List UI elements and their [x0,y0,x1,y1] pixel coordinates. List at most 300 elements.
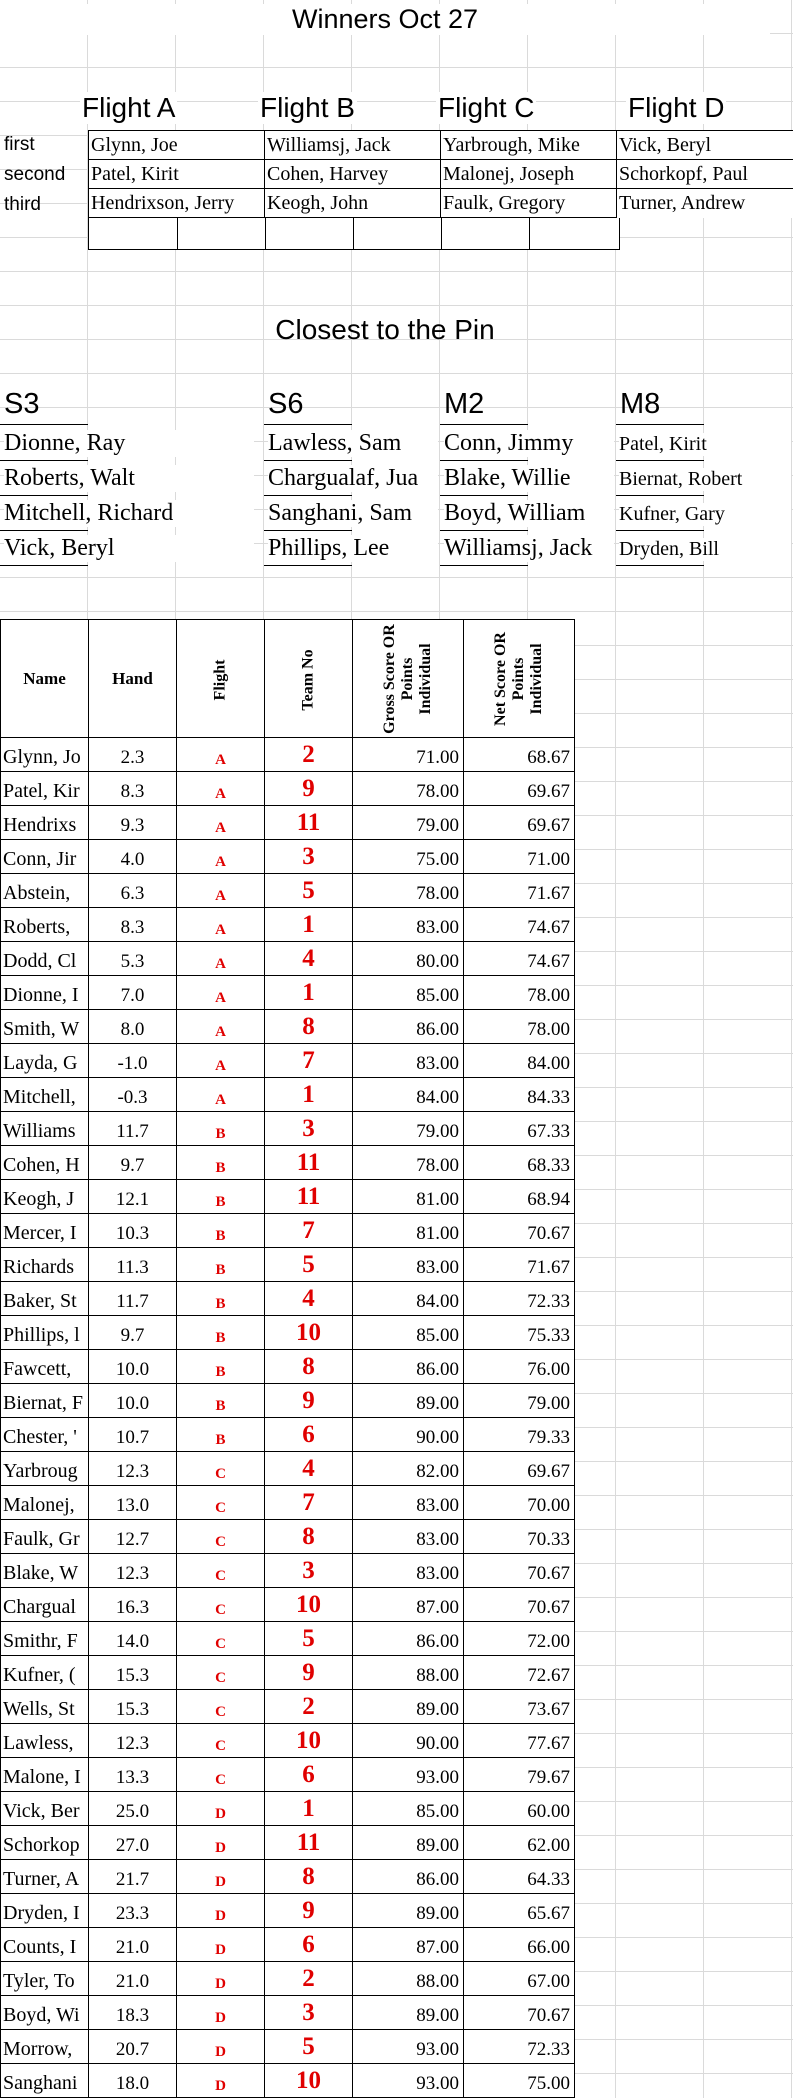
table-row [1,908,575,942]
winners-empty-row [88,218,620,250]
net-score-cell: 77.67 [464,1724,575,1758]
flight-cell: D [177,2030,265,2064]
winners-row-third [89,189,793,218]
team-number-cell: 11 [265,1180,353,1214]
handicap-cell: 10.3 [89,1214,177,1248]
col-header-team: Team No [299,648,317,711]
player-name-cell: Lawless, [1,1724,89,1758]
team-number-cell: 9 [265,772,353,806]
handicap-cell: 23.3 [89,1894,177,1928]
gross-score-cell: 84.00 [353,1282,464,1316]
flight-cell: D [177,2064,265,2098]
handicap-cell: 4.0 [89,840,177,874]
flight-cell: C [177,1520,265,1554]
net-score-cell: 69.67 [464,772,575,806]
table-row [1,976,575,1010]
net-score-cell: 79.00 [464,1384,575,1418]
team-number-cell: 8 [265,1520,353,1554]
player-name-cell: Vick, Ber [1,1792,89,1826]
gross-score-cell: 93.00 [353,2030,464,2064]
team-number-cell: 4 [265,942,353,976]
ctp-m8-4: Dryden, Bill [619,538,791,561]
table-row [1,874,575,908]
table-row [1,1044,575,1078]
ctp-m2-1: Conn, Jimmy [444,430,614,457]
player-name-cell: Tyler, To [1,1962,89,1996]
winner-c-first: Yarbrough, Mike [441,131,617,160]
winner-a-third: Hendrixson, Jerry [89,189,265,218]
table-row [1,1214,575,1248]
team-number-cell: 9 [265,1384,353,1418]
net-score-cell: 68.67 [464,738,575,772]
col-header-hand: Hand [89,620,177,738]
team-number-cell: 5 [265,1248,353,1282]
team-number-cell: 1 [265,1078,353,1112]
handicap-cell: 27.0 [89,1826,177,1860]
flight-cell: C [177,1554,265,1588]
table-row [1,1078,575,1112]
team-number-cell: 1 [265,908,353,942]
handicap-cell: 5.3 [89,942,177,976]
flight-cell: B [177,1146,265,1180]
player-name-cell: Baker, St [1,1282,89,1316]
team-number-cell: 7 [265,1044,353,1078]
team-number-cell: 8 [265,1860,353,1894]
handicap-cell: 10.0 [89,1350,177,1384]
flight-cell: D [177,1962,265,1996]
place-label-second: second [4,164,66,185]
flight-c-header: Flight C [438,92,535,123]
team-number-cell: 5 [265,2030,353,2064]
player-name-cell: Yarbroug [1,1452,89,1486]
table-row [1,942,575,976]
handicap-cell: 12.3 [89,1724,177,1758]
winner-a-first: Glynn, Joe [89,131,265,160]
player-name-cell: Sanghani [1,2064,89,2098]
table-row [1,1248,575,1282]
table-row [1,1350,575,1384]
flight-cell: A [177,840,265,874]
flight-d-header: Flight D [628,92,725,123]
flight-cell: B [177,1180,265,1214]
table-row [1,1758,575,1792]
flight-b-header: Flight B [260,92,355,123]
handicap-cell: 25.0 [89,1792,177,1826]
flight-cell: C [177,1724,265,1758]
flight-cell: B [177,1418,265,1452]
table-row [1,806,575,840]
handicap-cell: -0.3 [89,1078,177,1112]
player-name-cell: Mitchell, [1,1078,89,1112]
handicap-cell: 18.3 [89,1996,177,2030]
player-name-cell: Chester, ' [1,1418,89,1452]
net-score-cell: 67.33 [464,1112,575,1146]
gross-score-cell: 82.00 [353,1452,464,1486]
net-score-cell: 71.00 [464,840,575,874]
winner-d-third: Turner, Andrew [617,189,793,218]
gross-score-cell: 81.00 [353,1214,464,1248]
ctp-title: Closest to the Pin [275,314,495,345]
ctp-s6-4: Phillips, Lee [268,535,438,562]
handicap-cell: 15.3 [89,1690,177,1724]
team-number-cell: 9 [265,1656,353,1690]
gross-score-cell: 80.00 [353,942,464,976]
table-row [1,1486,575,1520]
handicap-cell: 13.0 [89,1486,177,1520]
gross-score-cell: 79.00 [353,1112,464,1146]
team-number-cell: 3 [265,1996,353,2030]
team-number-cell: 11 [265,1826,353,1860]
place-label-first: first [4,134,35,155]
team-number-cell: 5 [265,1622,353,1656]
net-score-cell: 72.33 [464,1282,575,1316]
ctp-m8-3: Kufner, Gary [619,503,791,526]
team-number-cell: 10 [265,2064,353,2098]
player-name-cell: Fawcett, [1,1350,89,1384]
flight-cell: C [177,1656,265,1690]
player-name-cell: Richards [1,1248,89,1282]
handicap-cell: 18.0 [89,2064,177,2098]
table-row [1,840,575,874]
winner-b-first: Williamsj, Jack [265,131,441,160]
handicap-cell: 6.3 [89,874,177,908]
gross-score-cell: 86.00 [353,1860,464,1894]
player-name-cell: Phillips, l [1,1316,89,1350]
table-row [1,1554,575,1588]
gross-score-cell: 83.00 [353,1486,464,1520]
player-name-cell: Abstein, [1,874,89,908]
gross-score-cell: 86.00 [353,1350,464,1384]
table-row [1,1928,575,1962]
player-name-cell: Boyd, Wi [1,1996,89,2030]
handicap-cell: 20.7 [89,2030,177,2064]
team-number-cell: 4 [265,1452,353,1486]
net-score-cell: 69.67 [464,806,575,840]
flight-cell: C [177,1622,265,1656]
player-name-cell: Dionne, I [1,976,89,1010]
flight-cell: C [177,1758,265,1792]
team-number-cell: 3 [265,1112,353,1146]
table-row [1,1962,575,1996]
player-name-cell: Chargual [1,1588,89,1622]
handicap-cell: 12.7 [89,1520,177,1554]
team-number-cell: 3 [265,840,353,874]
net-score-cell: 66.00 [464,1928,575,1962]
handicap-cell: 9.7 [89,1146,177,1180]
player-name-cell: Morrow, [1,2030,89,2064]
winners-row-first [89,131,793,160]
gross-score-cell: 75.00 [353,840,464,874]
scores-table [0,619,575,2098]
winner-c-second: Malonej, Joseph [441,160,617,189]
flight-cell: A [177,942,265,976]
net-score-cell: 79.33 [464,1418,575,1452]
gross-score-cell: 81.00 [353,1180,464,1214]
player-name-cell: Mercer, I [1,1214,89,1248]
table-row [1,1384,575,1418]
handicap-cell: 21.0 [89,1928,177,1962]
gross-score-cell: 90.00 [353,1724,464,1758]
gross-score-cell: 89.00 [353,1996,464,2030]
ctp-m8-2: Biernat, Robert [619,468,791,491]
flight-cell: B [177,1214,265,1248]
flight-cell: B [177,1112,265,1146]
net-score-cell: 70.67 [464,1996,575,2030]
handicap-cell: 12.3 [89,1554,177,1588]
gross-score-cell: 85.00 [353,976,464,1010]
net-score-cell: 75.33 [464,1316,575,1350]
flight-cell: D [177,1860,265,1894]
table-row [1,1724,575,1758]
col-header-flight: Flight [211,659,229,700]
table-row [1,1690,575,1724]
flight-cell: A [177,1044,265,1078]
net-score-cell: 71.67 [464,874,575,908]
ctp-header-m2: M2 [444,388,485,420]
net-score-cell: 70.00 [464,1486,575,1520]
net-score-cell: 64.33 [464,1860,575,1894]
table-row [1,1418,575,1452]
team-number-cell: 4 [265,1282,353,1316]
player-name-cell: Cohen, H [1,1146,89,1180]
gross-score-cell: 83.00 [353,1520,464,1554]
flight-cell: A [177,908,265,942]
net-score-cell: 78.00 [464,976,575,1010]
flight-cell: A [177,976,265,1010]
flight-cell: D [177,1996,265,2030]
gross-score-cell: 93.00 [353,2064,464,2098]
player-name-cell: Blake, W [1,1554,89,1588]
gross-score-cell: 86.00 [353,1010,464,1044]
ctp-s6-1: Lawless, Sam [268,430,438,457]
flight-cell: C [177,1452,265,1486]
gross-score-cell: 89.00 [353,1384,464,1418]
ctp-header-s6: S6 [268,388,304,420]
flight-cell: B [177,1350,265,1384]
winner-b-third: Keogh, John [265,189,441,218]
winner-d-first: Vick, Beryl [617,131,793,160]
team-number-cell: 7 [265,1486,353,1520]
player-name-cell: Turner, A [1,1860,89,1894]
table-row [1,2064,575,2098]
handicap-cell: 13.3 [89,1758,177,1792]
flight-cell: A [177,772,265,806]
team-number-cell: 7 [265,1214,353,1248]
flight-cell: A [177,806,265,840]
gross-score-cell: 88.00 [353,1656,464,1690]
net-score-cell: 68.94 [464,1180,575,1214]
team-number-cell: 9 [265,1894,353,1928]
gross-score-cell: 90.00 [353,1418,464,1452]
winners-table [88,130,793,218]
team-number-cell: 1 [265,976,353,1010]
net-score-cell: 84.00 [464,1044,575,1078]
gross-score-cell: 83.00 [353,1554,464,1588]
team-number-cell: 8 [265,1350,353,1384]
net-score-cell: 73.67 [464,1690,575,1724]
net-score-cell: 70.67 [464,1588,575,1622]
team-number-cell: 5 [265,874,353,908]
col-header-name: Name [1,620,89,738]
table-row [1,1996,575,2030]
player-name-cell: Roberts, [1,908,89,942]
winner-d-second: Schorkopf, Paul [617,160,793,189]
ctp-s6-2: Chargualaf, Jua [268,465,438,492]
player-name-cell: Keogh, J [1,1180,89,1214]
flight-cell: A [177,874,265,908]
player-name-cell: Wells, St [1,1690,89,1724]
team-number-cell: 11 [265,1146,353,1180]
net-score-cell: 62.00 [464,1826,575,1860]
ctp-s3-1: Dionne, Ray [4,430,254,457]
handicap-cell: 21.0 [89,1962,177,1996]
net-score-cell: 70.33 [464,1520,575,1554]
handicap-cell: 11.3 [89,1248,177,1282]
table-row [1,1112,575,1146]
table-row [1,1656,575,1690]
team-number-cell: 2 [265,1690,353,1724]
gross-score-cell: 87.00 [353,1588,464,1622]
net-score-cell: 69.67 [464,1452,575,1486]
table-row [1,1860,575,1894]
player-name-cell: Hendrixs [1,806,89,840]
handicap-cell: 9.3 [89,806,177,840]
winner-c-third: Faulk, Gregory [441,189,617,218]
table-row [1,1622,575,1656]
flight-cell: D [177,1826,265,1860]
team-number-cell: 10 [265,1724,353,1758]
handicap-cell: 9.7 [89,1316,177,1350]
player-name-cell: Conn, Jir [1,840,89,874]
table-row [1,772,575,806]
gross-score-cell: 87.00 [353,1928,464,1962]
ctp-s3-3: Mitchell, Richard [4,500,254,527]
handicap-cell: 8.0 [89,1010,177,1044]
net-score-cell: 76.00 [464,1350,575,1384]
table-row [1,1792,575,1826]
flight-cell: B [177,1316,265,1350]
handicap-cell: 11.7 [89,1112,177,1146]
col-header-team-cell [265,620,353,738]
flight-cell: C [177,1588,265,1622]
winner-b-second: Cohen, Harvey [265,160,441,189]
player-name-cell: Smithr, F [1,1622,89,1656]
team-number-cell: 10 [265,1588,353,1622]
flight-cell: A [177,738,265,772]
ctp-m2-3: Boyd, William [444,500,614,527]
gross-score-cell: 83.00 [353,1044,464,1078]
gross-score-cell: 89.00 [353,1826,464,1860]
col-header-flight-cell [177,620,265,738]
player-name-cell: Williams [1,1112,89,1146]
gross-score-cell: 84.00 [353,1078,464,1112]
team-number-cell: 2 [265,1962,353,1996]
col-header-gross-cell [353,620,464,738]
team-number-cell: 6 [265,1758,353,1792]
handicap-cell: 15.3 [89,1656,177,1690]
table-row [1,1316,575,1350]
team-number-cell: 6 [265,1418,353,1452]
team-number-cell: 11 [265,806,353,840]
net-score-cell: 75.00 [464,2064,575,2098]
net-score-cell: 67.00 [464,1962,575,1996]
player-name-cell: Faulk, Gr [1,1520,89,1554]
place-label-third: third [4,194,41,215]
gross-score-cell: 78.00 [353,1146,464,1180]
ctp-m2-2: Blake, Willie [444,465,614,492]
ctp-s3-2: Roberts, Walt [4,465,254,492]
player-name-cell: Schorkop [1,1826,89,1860]
flight-cell: D [177,1928,265,1962]
net-score-cell: 72.33 [464,2030,575,2064]
ctp-s6-3: Sanghani, Sam [268,500,438,527]
gross-score-cell: 83.00 [353,1248,464,1282]
ctp-s3-4: Vick, Beryl [4,535,254,562]
table-row [1,1146,575,1180]
team-number-cell: 2 [265,738,353,772]
handicap-cell: 8.3 [89,772,177,806]
gross-score-cell: 85.00 [353,1316,464,1350]
handicap-cell: 2.3 [89,738,177,772]
gross-score-cell: 86.00 [353,1622,464,1656]
player-name-cell: Smith, W [1,1010,89,1044]
handicap-cell: 21.7 [89,1860,177,1894]
flight-cell: C [177,1486,265,1520]
gross-score-cell: 85.00 [353,1792,464,1826]
flight-a-header: Flight A [82,92,176,123]
gross-score-cell: 78.00 [353,874,464,908]
player-name-cell: Glynn, Jo [1,738,89,772]
gross-score-cell: 78.00 [353,772,464,806]
player-name-cell: Counts, I [1,1928,89,1962]
team-number-cell: 6 [265,1928,353,1962]
col-header-net: Net Score OR Points Individual [492,631,545,726]
team-number-cell: 3 [265,1554,353,1588]
player-name-cell: Dryden, I [1,1894,89,1928]
net-score-cell: 72.00 [464,1622,575,1656]
player-name-cell: Biernat, F [1,1384,89,1418]
handicap-cell: 10.7 [89,1418,177,1452]
gross-score-cell: 88.00 [353,1962,464,1996]
flight-cell: B [177,1248,265,1282]
player-name-cell: Dodd, Cl [1,942,89,976]
gross-score-cell: 79.00 [353,806,464,840]
flight-cell: B [177,1384,265,1418]
ctp-header-s3: S3 [4,388,40,420]
handicap-cell: 16.3 [89,1588,177,1622]
ctp-m2-4: Williamsj, Jack [444,535,614,562]
scores-body [1,738,575,2098]
gross-score-cell: 89.00 [353,1894,464,1928]
table-row [1,1588,575,1622]
team-number-cell: 1 [265,1792,353,1826]
winners-row-second [89,160,793,189]
gross-score-cell: 71.00 [353,738,464,772]
table-row [1,1826,575,1860]
net-score-cell: 74.67 [464,942,575,976]
net-score-cell: 78.00 [464,1010,575,1044]
table-row [1,1520,575,1554]
player-name-cell: Layda, G [1,1044,89,1078]
flight-cell: B [177,1282,265,1316]
table-row [1,1452,575,1486]
handicap-cell: 12.3 [89,1452,177,1486]
player-name-cell: Malone, I [1,1758,89,1792]
table-row [1,1010,575,1044]
handicap-cell: 14.0 [89,1622,177,1656]
flight-cell: D [177,1792,265,1826]
table-row [1,1282,575,1316]
